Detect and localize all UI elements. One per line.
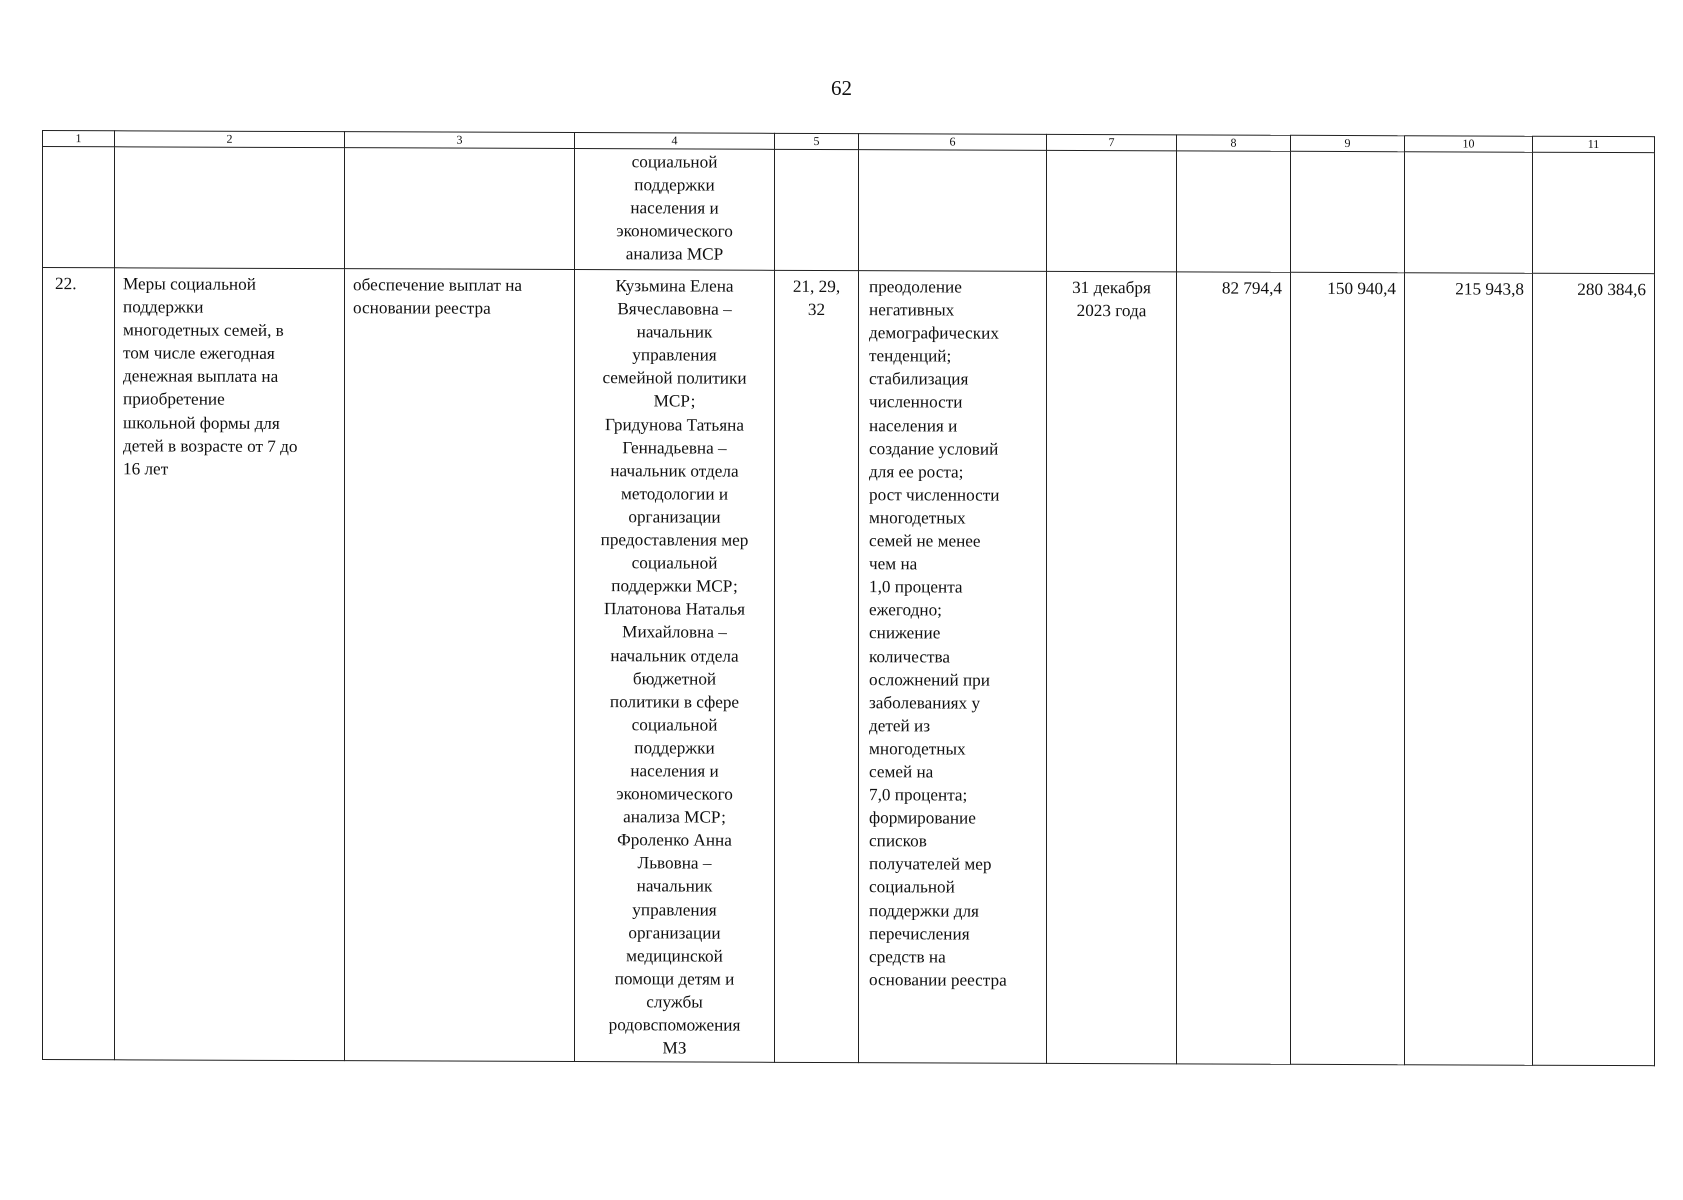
cell-measure [115, 268, 345, 1061]
deadline-text: 31 декабря 2023 года [1072, 277, 1151, 321]
value-col10: 215 943,8 [1455, 279, 1524, 299]
measures-table [42, 130, 1655, 1066]
column-header-label: 7 [1108, 135, 1115, 150]
cell-empty [1533, 152, 1655, 273]
column-header [1405, 136, 1533, 152]
cell-row-number [43, 268, 115, 1060]
table-row [43, 268, 1655, 1066]
cell-empty [115, 147, 345, 269]
indicators-text: 21, 29, 32 [792, 276, 841, 320]
cell-empty [1291, 151, 1405, 272]
column-header-label: 6 [949, 134, 956, 149]
cell-empty [43, 147, 115, 268]
cell-empty [1047, 150, 1177, 271]
responsible-continued-text: социальной поддержки населения и экономического анализа МСР [616, 152, 733, 264]
mechanism-text: обеспечение выплат на основании реестра [353, 275, 523, 318]
column-header-label: 3 [456, 132, 463, 147]
column-header [43, 131, 115, 147]
cell-empty [859, 150, 1047, 272]
continuation-row [43, 147, 1655, 274]
expected-result-text: преодоление негативных демографических тенденций; стабилизация численности населения и создание условий для ее роста; рост численности многодетных семей не менее чем на 1,0 процента ежегодно; снижение количества осложнений при заболеваниях у детей из многодетных семей на 7,0 процента; формирование списков получателей мер социальной поддержки для перечисления средств на основании реестра [869, 277, 1007, 990]
page-number: 62 [831, 76, 852, 100]
cell-value-9 [1291, 272, 1405, 1065]
cell-empty [345, 148, 575, 270]
column-header [775, 133, 859, 149]
column-header-label: 10 [1462, 136, 1475, 151]
cell-value-8 [1177, 272, 1291, 1065]
column-header-label: 4 [671, 133, 678, 148]
cell-empty [775, 149, 859, 270]
measure-text: Меры социальной поддержки многодетных семей, в том числе ежегодная денежная выплата на приобретение школьной формы для детей в возрасте от 7 до 16 лет [123, 274, 298, 479]
cell-responsible-continued [575, 149, 775, 271]
value-col11: 280 384,6 [1577, 279, 1646, 300]
cell-value-10 [1405, 273, 1533, 1066]
column-header [859, 134, 1047, 151]
column-header-label: 5 [813, 133, 820, 148]
cell-value-11 [1533, 273, 1655, 1066]
column-header-label: 2 [226, 131, 233, 146]
cell-expected-result [859, 271, 1047, 1064]
cell-empty [1405, 152, 1533, 273]
column-header [345, 132, 575, 149]
cell-deadline [1047, 271, 1177, 1064]
column-header-label: 9 [1344, 136, 1351, 151]
responsible-text: Кузьмина Елена Вячеславовна – начальник управления семейной политики МСР; Гридунова Татьяна Геннадьевна – начальник отдела методологии и организации предоставления мер социальной поддержки МСР; Платонова Наталья Михайловна – начальник отдела бюджетной политики в сфере социальной поддержки населения и экономического анализа МСР; Фроленко Анна Львовна – начальник управления организации медицинской помощи детям и службы родовспоможения МЗ [600, 276, 749, 1058]
column-header [1177, 135, 1291, 151]
cell-empty [1177, 151, 1291, 272]
cell-mechanism [345, 269, 575, 1062]
column-header [1047, 134, 1177, 150]
column-header [1533, 136, 1655, 152]
value-col9: 150 940,4 [1327, 278, 1396, 299]
cell-responsible [575, 270, 775, 1063]
column-header-label: 8 [1230, 135, 1237, 150]
column-header [1291, 135, 1405, 151]
cell-indicators [775, 270, 859, 1063]
column-header [575, 133, 775, 150]
value-col8: 82 794,4 [1221, 278, 1282, 298]
row-number: 22. [55, 274, 77, 294]
column-header-label: 11 [1587, 136, 1600, 151]
column-header-label: 1 [75, 131, 82, 146]
column-header [115, 131, 345, 148]
